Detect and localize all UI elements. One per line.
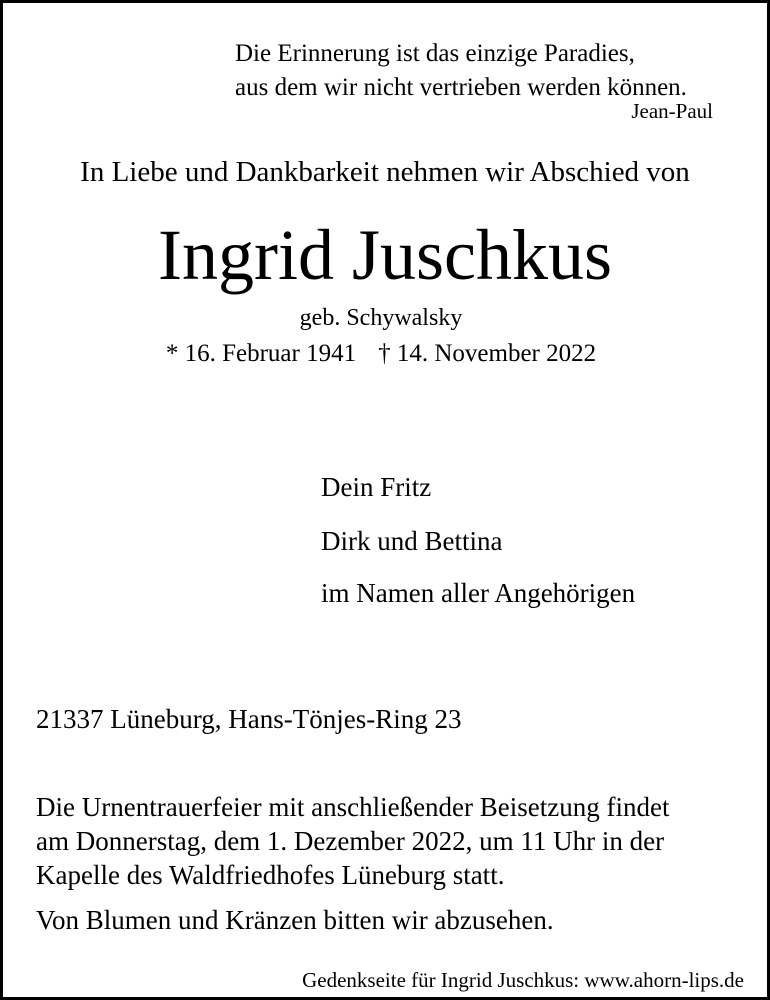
quote-author: Jean-Paul [631, 99, 713, 123]
service-line-1: Die Urnentrauerfeier mit anschließender Beisetzung findet [36, 792, 670, 822]
life-dates [3, 341, 767, 366]
flowers-note: Von Blumen und Kränzen bitten wir abzusehen. [36, 905, 554, 935]
quote-line-2: aus dem wir nicht vertrieben werden können. [235, 74, 687, 101]
quote-line-1: Die Erinnerung ist das einzige Paradies, [235, 40, 635, 67]
service-line-2: am Donnerstag, dem 1. Dezember 2022, um 11 Uhr in der [36, 826, 665, 856]
deceased-name: Ingrid Juschkus [158, 215, 612, 295]
service-line-3: Kapelle des Waldfriedhofes Lüneburg statt. [36, 860, 505, 890]
birth-date: * 16. Februar 1941 [165, 340, 357, 367]
memorial-page-link[interactable]: Gedenkseite für Ingrid Juschkus: www.ahorn-lips.de [302, 968, 744, 992]
maiden-name: geb. Schywalsky [299, 305, 463, 331]
mourner-line-3: im Namen aller Angehörigen [321, 578, 636, 608]
death-date: † 14. November 2022 [378, 340, 597, 367]
mourner-line-1: Dein Fritz [321, 472, 432, 502]
family-address: 21337 Lüneburg, Hans-Tönjes-Ring 23 [36, 704, 462, 734]
mourner-line-2: Dirk und Bettina [321, 526, 503, 556]
farewell-intro: In Liebe und Dankbarkeit nehmen wir Abschied von [80, 156, 690, 188]
service-announcement [36, 790, 670, 892]
